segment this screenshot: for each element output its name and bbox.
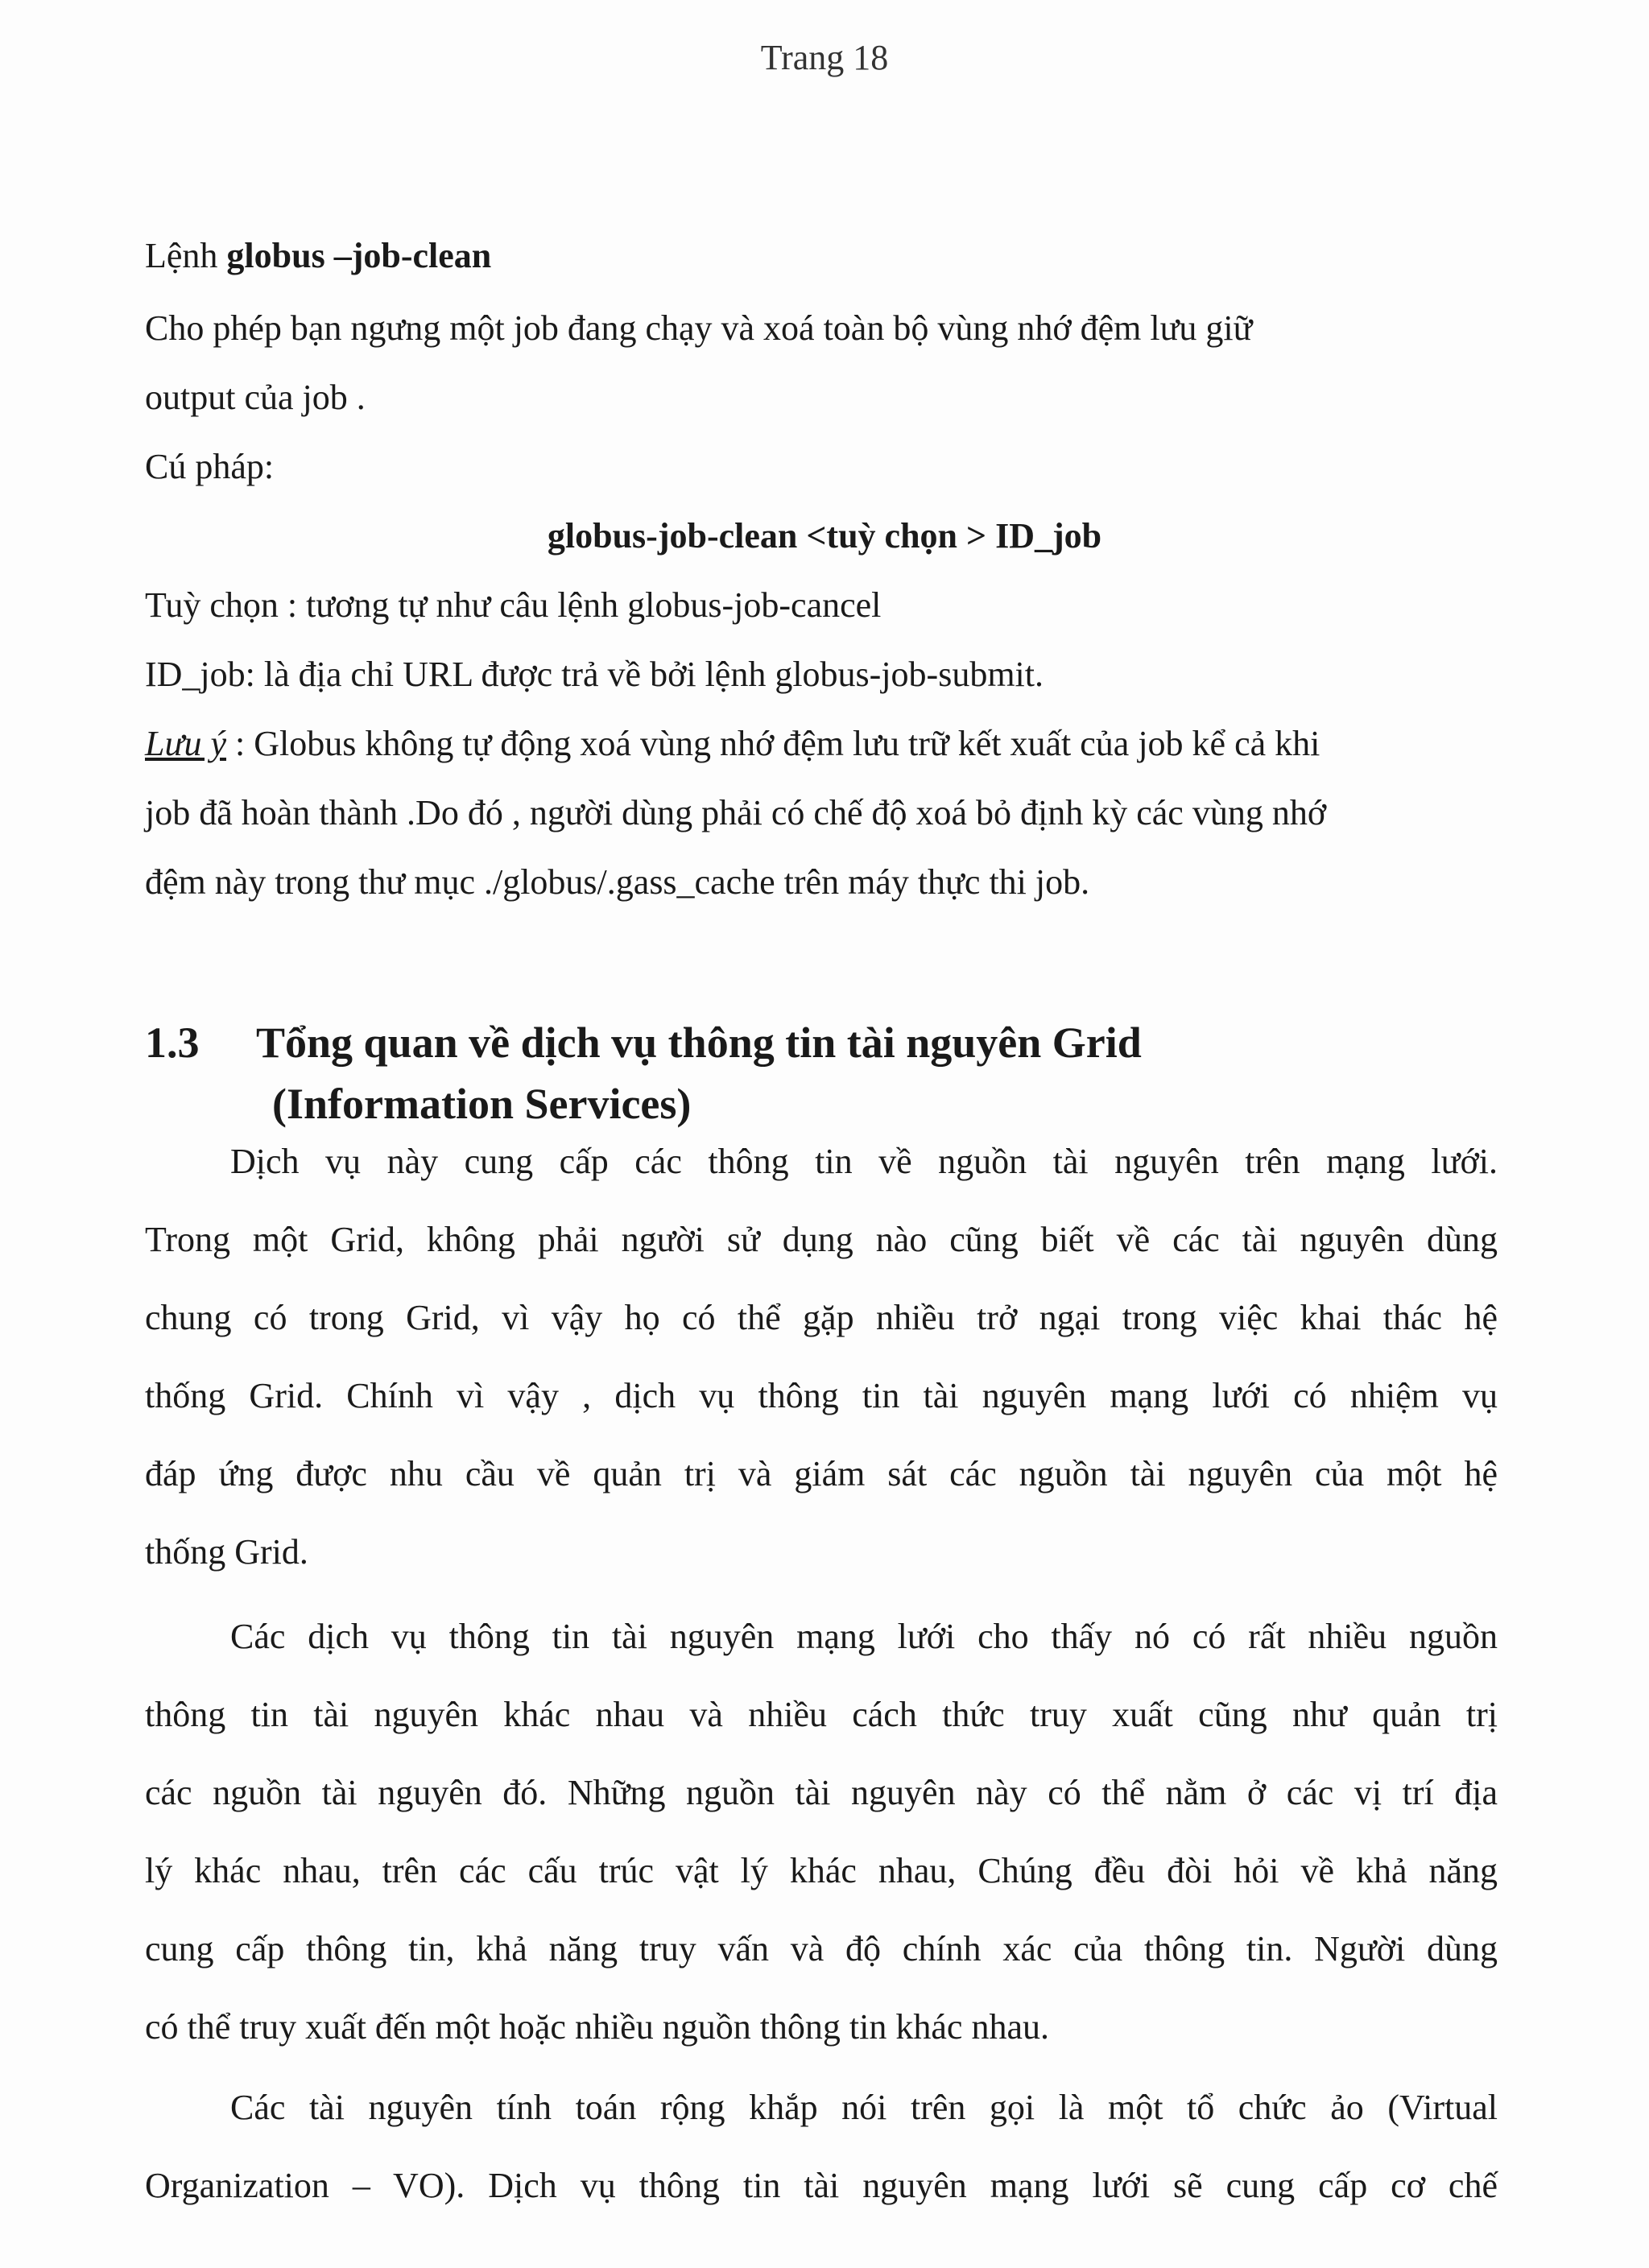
section-title-line-2: (Information Services) xyxy=(272,1080,692,1128)
paragraph-2-line: có thể truy xuất đến một hoặc nhiều nguồn thông tin khác nhau. xyxy=(145,2007,1049,2047)
paragraph-2-line: lý khác nhau, trên các cấu trúc vật lý khác nhau, Chúng đều đòi hỏi về khả năng xyxy=(145,1851,1498,1890)
command-title-prefix: Lệnh xyxy=(145,236,227,275)
paragraph-2-line: các nguồn tài nguyên đó. Những nguồn tài nguyên này có thể nằm ở các vị trí địa xyxy=(145,1773,1498,1812)
paragraph-1-line: chung có trong Grid, vì vậy họ có thể gặp nhiều trở ngại trong việc khai thác hệ xyxy=(145,1298,1498,1337)
paragraph-1-line: thống Grid. xyxy=(145,1532,308,1572)
note-line-3: đệm này trong thư mục ./globus/.gass_cache trên máy thực thi job. xyxy=(145,862,1090,902)
command-description-line-2: output của job . xyxy=(145,378,366,417)
command-description-line-1: Cho phép bạn ngưng một job đang chạy và xoá toàn bộ vùng nhớ đệm lưu giữ xyxy=(145,308,1253,348)
note-label: Lưu ý xyxy=(145,724,226,763)
command-title xyxy=(145,232,491,280)
syntax-command: globus-job-clean <tuỳ chọn > ID_job xyxy=(547,516,1102,556)
paragraph-1-line: thống Grid. Chính vì vậy , dịch vụ thông tin tài nguyên mạng lưới có nhiệm vụ xyxy=(145,1376,1498,1415)
note-text: : Globus không tự động xoá vùng nhớ đệm lưu trữ kết xuất của job kể cả khi xyxy=(226,724,1320,763)
paragraph-3-line: Các tài nguyên tính toán rộng khắp nói trên gọi là một tổ chức ảo (Virtual xyxy=(230,2088,1498,2127)
note-line-1 xyxy=(145,720,1320,768)
idjob-description: ID_job: là địa chỉ URL được trả về bởi lệnh globus-job-submit. xyxy=(145,655,1044,694)
paragraph-1-line: Dịch vụ này cung cấp các thông tin về nguồn tài nguyên trên mạng lưới. xyxy=(230,1142,1498,1181)
section-number: 1.3 xyxy=(145,1018,200,1067)
section-title-line-1: Tổng quan về dịch vụ thông tin tài nguyên Grid xyxy=(256,1018,1142,1067)
paragraph-1-line: đáp ứng được nhu cầu về quản trị và giám sát các nguồn tài nguyên của một hệ xyxy=(145,1454,1498,1493)
syntax-label: Cú pháp: xyxy=(145,447,275,486)
paragraph-2-line: cung cấp thông tin, khả năng truy vấn và độ chính xác của thông tin. Người dùng xyxy=(145,1929,1498,1968)
paragraph-3-line: Organization – VO). Dịch vụ thông tin tài nguyên mạng lưới sẽ cung cấp cơ chế xyxy=(145,2166,1498,2205)
paragraph-1-line: Trong một Grid, không phải người sử dụng nào cũng biết về các tài nguyên dùng xyxy=(145,1220,1498,1259)
paragraph-2-line: thông tin tài nguyên khác nhau và nhiều cách thức truy xuất cũng như quản trị xyxy=(145,1695,1498,1734)
option-description: Tuỳ chọn : tương tự như câu lệnh globus-job-cancel xyxy=(145,585,882,625)
paragraph-2-line: Các dịch vụ thông tin tài nguyên mạng lưới cho thấy nó có rất nhiều nguồn xyxy=(230,1617,1498,1656)
page-number: Trang 18 xyxy=(760,38,889,77)
command-title-name: globus –job-clean xyxy=(226,236,492,275)
note-line-2: job đã hoàn thành .Do đó , người dùng phải có chế độ xoá bỏ định kỳ các vùng nhớ xyxy=(145,793,1327,832)
